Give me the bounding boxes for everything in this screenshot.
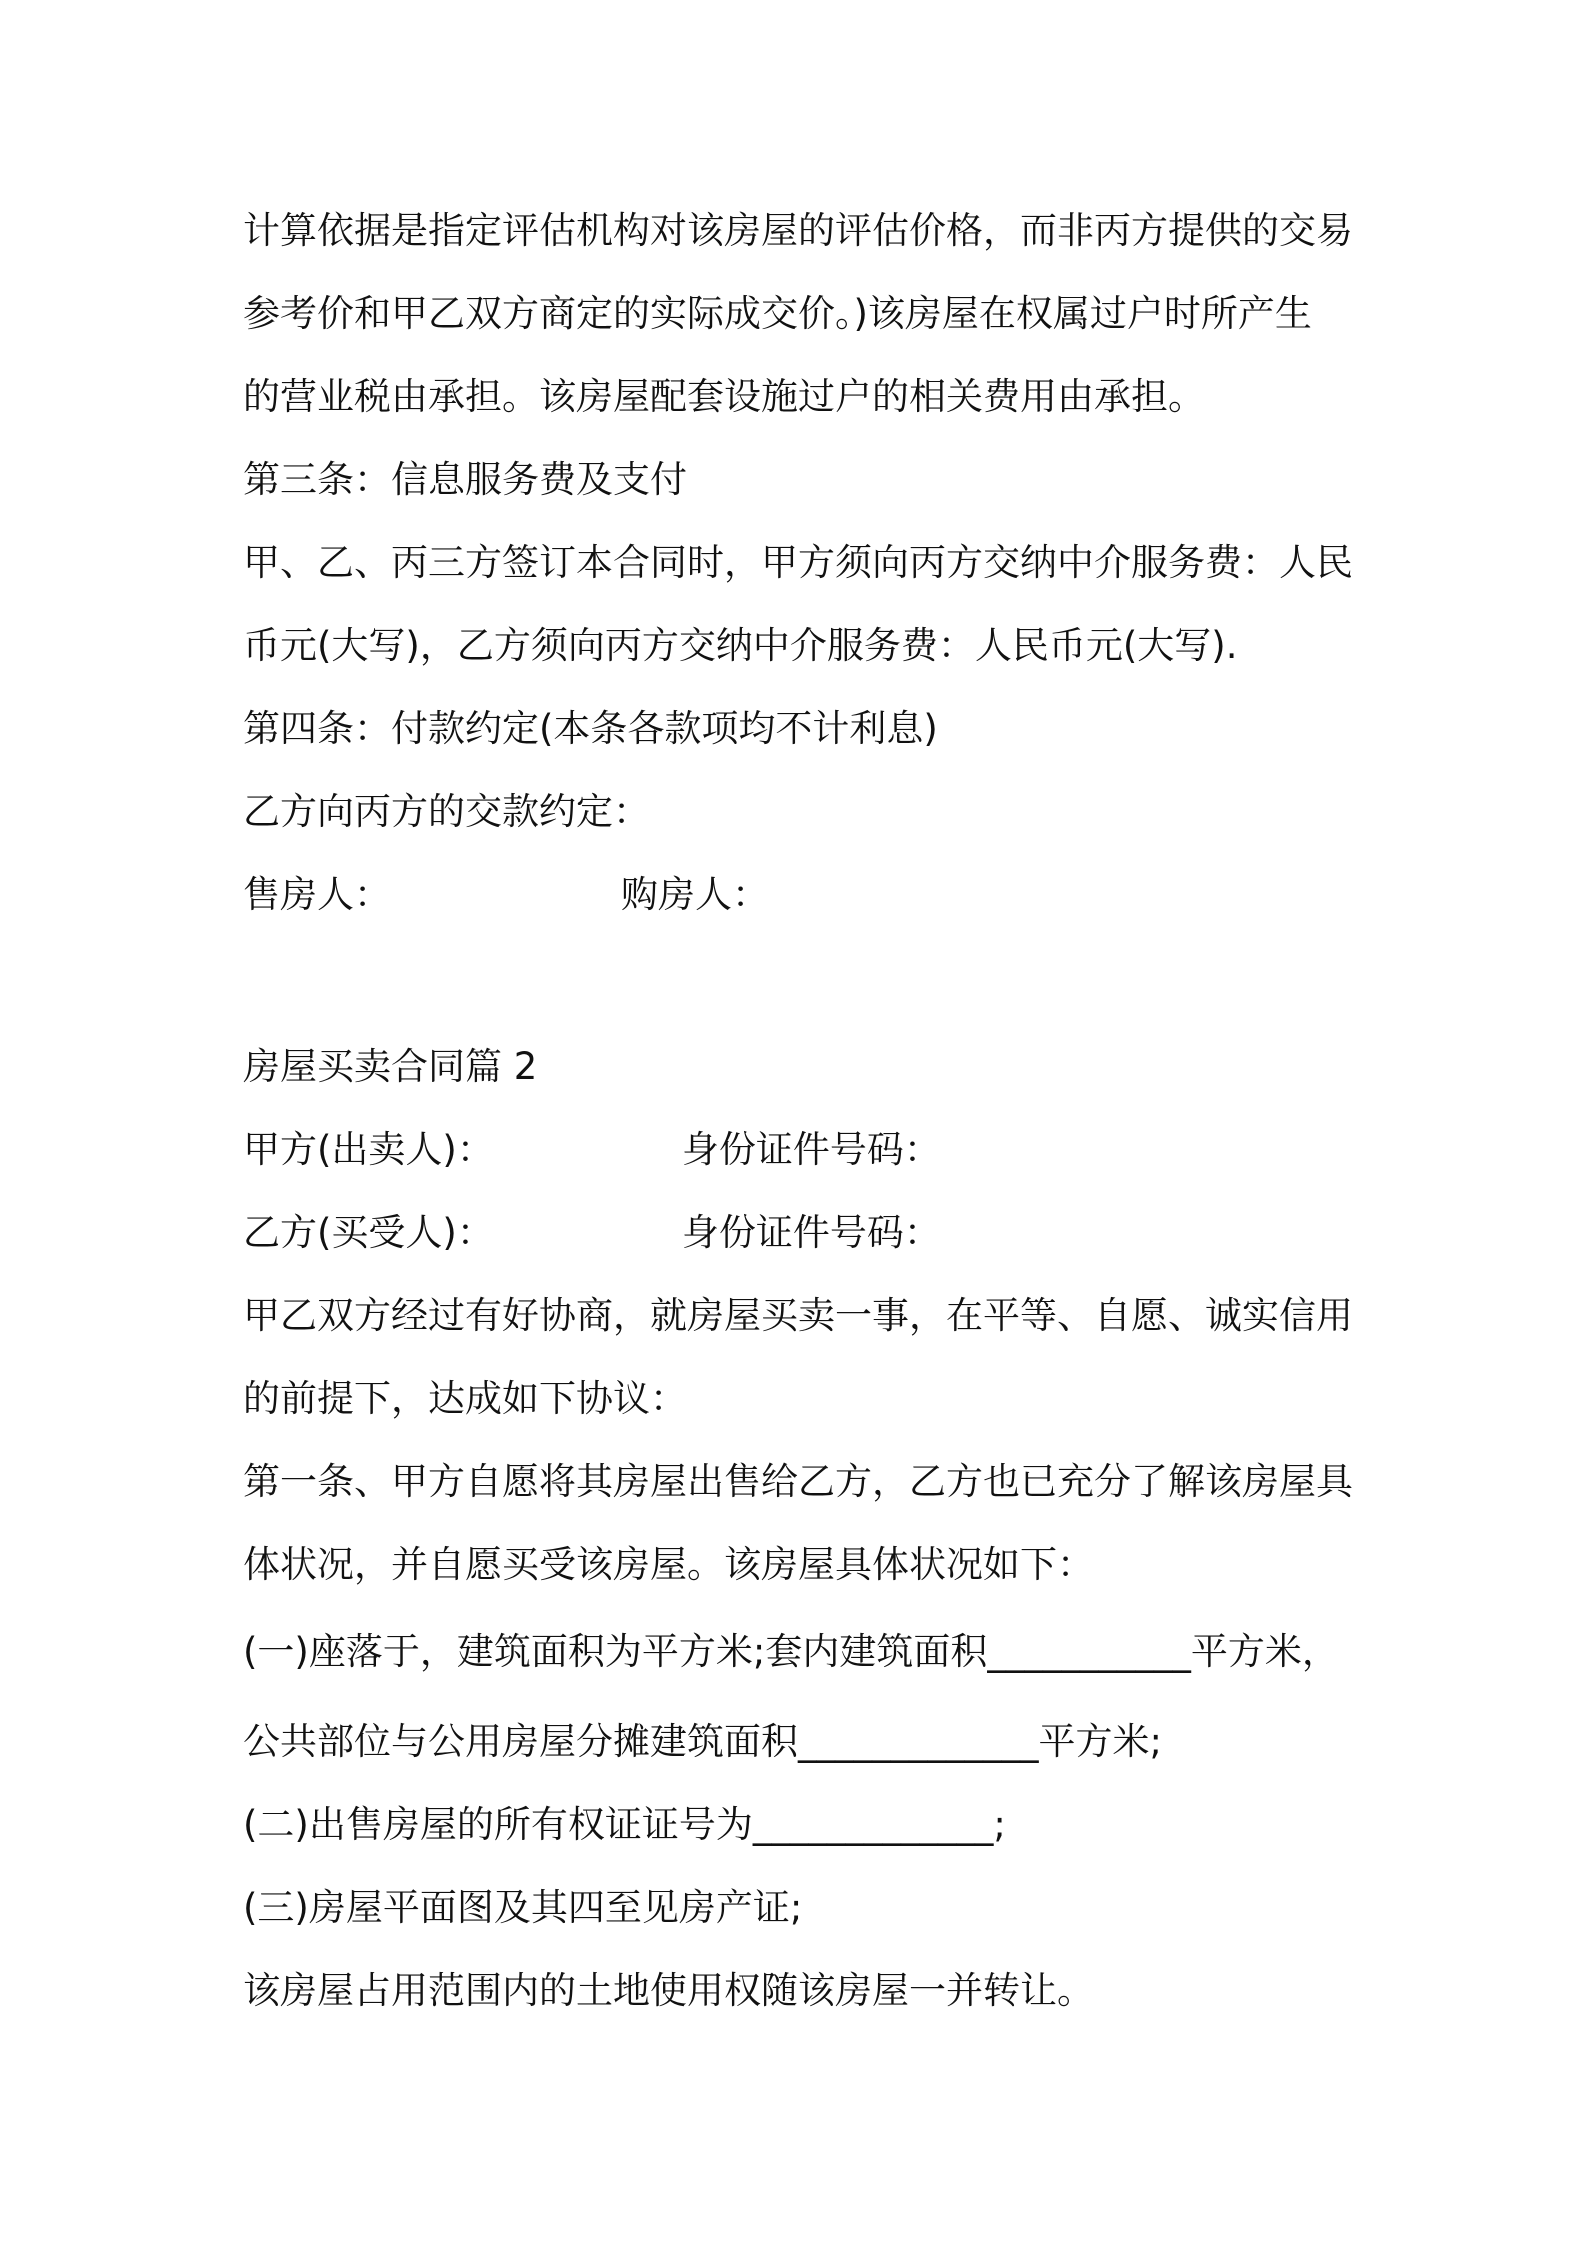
text-line: 体状况，并自愿买受该房屋。该房屋具体状况如下： — [243, 1543, 1094, 1586]
document-title: 房屋买卖合同篇 2 — [243, 1045, 538, 1088]
text-line: 币元(大写)，乙方须向丙方交纳中介服务费：人民币元(大写). — [243, 624, 1238, 667]
signature-row — [243, 866, 769, 924]
text-line: (一)座落于，建筑面积为平方米;套内建筑面积___________平方米， — [243, 1630, 1339, 1673]
text-line: 该房屋占用范围内的土地使用权随该房屋一并转让。 — [243, 1969, 1094, 2012]
party-a-id-label: 身份证件号码： — [681, 1128, 941, 1171]
text-line: 乙方向丙方的交款约定： — [243, 790, 650, 833]
text-line: 的前提下，达成如下协议： — [243, 1377, 687, 1420]
section-heading: 第四条：付款约定(本条各款项均不计利息) — [243, 707, 938, 750]
text-line: 第一条、甲方自愿将其房屋出售给乙方，乙方也已充分了解该房屋具 — [243, 1460, 1353, 1503]
party-a-label: 甲方(出卖人)： — [243, 1128, 494, 1171]
text-line: 甲、乙、丙三方签订本合同时，甲方须向丙方交纳中介服务费：人民 — [243, 541, 1353, 584]
party-a-row — [243, 1121, 941, 1179]
party-b-label: 乙方(买受人)： — [243, 1211, 494, 1254]
text-line: 公共部位与公用房屋分摊建筑面积_____________平方米; — [243, 1720, 1162, 1763]
party-b-id-label: 身份证件号码： — [681, 1211, 941, 1254]
buyer-label: 购房人： — [621, 873, 769, 916]
party-b-row — [243, 1204, 941, 1262]
text-line: 甲乙双方经过有好协商，就房屋买卖一事，在平等、自愿、诚实信用 — [243, 1294, 1353, 1337]
text-line: 的营业税由承担。该房屋配套设施过户的相关费用由承担。 — [243, 375, 1205, 418]
text-line: (三)房屋平面图及其四至见房产证; — [243, 1886, 803, 1929]
text-line: 参考价和甲乙双方商定的实际成交价。)该房屋在权属过户时所产生 — [243, 292, 1312, 335]
text-line: (二)出售房屋的所有权证证号为_____________; — [243, 1803, 1006, 1846]
seller-label: 售房人： — [243, 873, 391, 916]
text-line: 计算依据是指定评估机构对该房屋的评估价格，而非丙方提供的交易 — [243, 209, 1353, 252]
section-heading: 第三条：信息服务费及支付 — [243, 458, 687, 501]
